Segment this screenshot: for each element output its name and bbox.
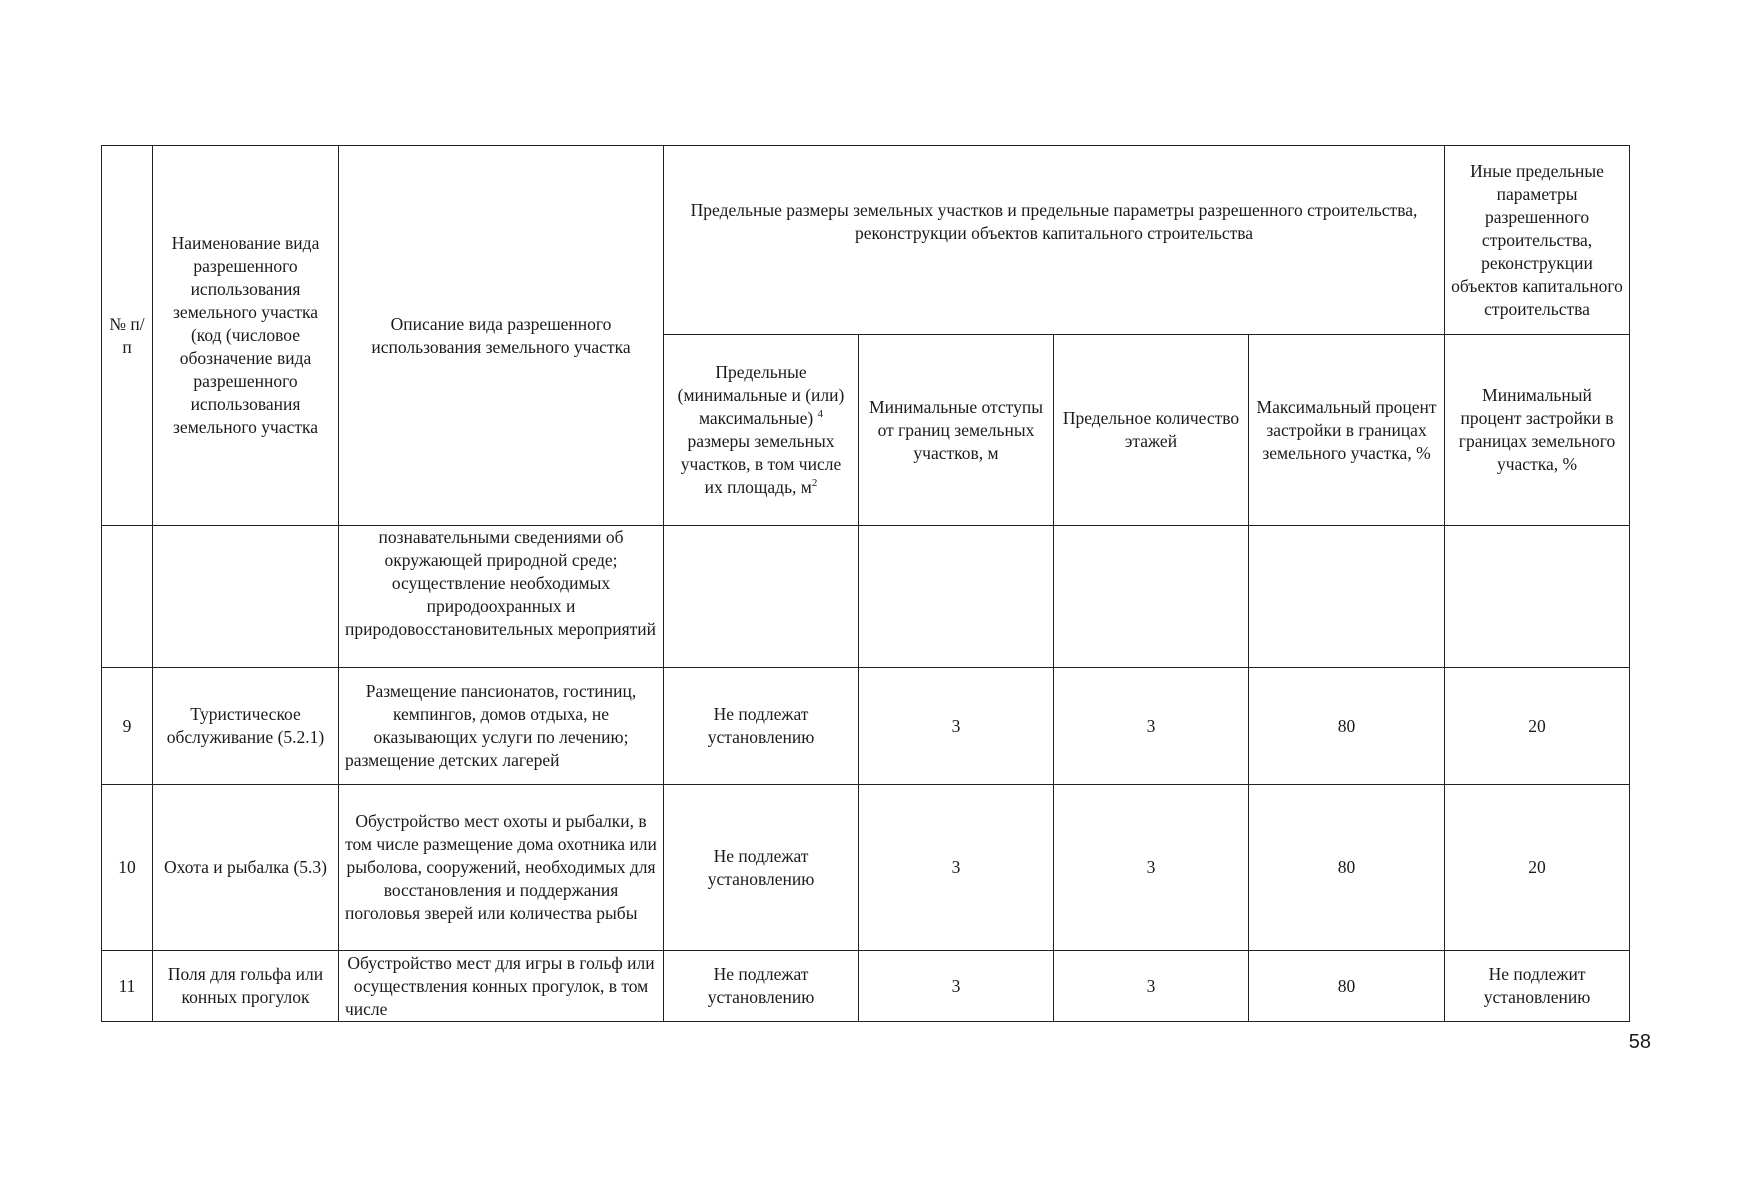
page-number: 58 bbox=[1628, 1031, 1651, 1053]
row-number: 11 bbox=[102, 951, 153, 1022]
row-use-name: Охота и рыбалка (5.3) bbox=[153, 785, 339, 951]
header-min-setback: Минимальные отступы от границ земельных участков, м bbox=[859, 335, 1054, 526]
row-max-floors: 3 bbox=[1054, 951, 1249, 1022]
header-use-name: Наименование вида разрешенного использования земельного участка (код (числовое обозначение вида разрешенного использования земельного участка bbox=[153, 146, 339, 526]
row-max-floors bbox=[1054, 526, 1249, 668]
row-use-name bbox=[153, 526, 339, 668]
row-max-coverage: 80 bbox=[1249, 951, 1445, 1022]
table-row bbox=[102, 785, 1630, 951]
header-plot-size bbox=[664, 335, 859, 526]
row-use-description: Размещение пансионатов, гостиниц, кемпингов, домов отдыха, не оказывающих услуги по лечению; размещение детских лагерей bbox=[339, 668, 664, 785]
row-number: 9 bbox=[102, 668, 153, 785]
header-limits-group: Предельные размеры земельных участков и предельные параметры разрешенного строительства, реконструкции объектов капитального строительства bbox=[664, 146, 1445, 335]
header-number: № п/п bbox=[102, 146, 153, 526]
header-max-floors: Предельное количество этажей bbox=[1054, 335, 1249, 526]
row-min-coverage: 20 bbox=[1445, 668, 1630, 785]
row-max-floors: 3 bbox=[1054, 668, 1249, 785]
header-max-coverage: Максимальный процент застройки в границах земельного участка, % bbox=[1249, 335, 1445, 526]
header-min-coverage: Минимальный процент застройки в границах земельного участка, % bbox=[1445, 335, 1630, 526]
table-row bbox=[102, 526, 1630, 668]
square-unit-marker: 2 bbox=[811, 477, 818, 490]
table-row bbox=[102, 951, 1630, 1022]
row-use-description: Обустройство мест для игры в гольф или осуществления конных прогулок, в том числе bbox=[339, 951, 664, 1022]
row-min-setback bbox=[859, 526, 1054, 668]
row-max-coverage bbox=[1249, 526, 1445, 668]
row-max-floors: 3 bbox=[1054, 785, 1249, 951]
header-plot-size-rest: размеры земельных участков, в том числе их площадь, м bbox=[680, 431, 842, 497]
row-plot-size: Не подлежат установлению bbox=[664, 785, 859, 951]
row-min-coverage: 20 bbox=[1445, 785, 1630, 951]
row-use-name: Поля для гольфа или конных прогулок bbox=[153, 951, 339, 1022]
row-number: 10 bbox=[102, 785, 153, 951]
row-max-coverage: 80 bbox=[1249, 785, 1445, 951]
row-plot-size bbox=[664, 526, 859, 668]
row-min-setback: 3 bbox=[859, 668, 1054, 785]
header-use-description: Описание вида разрешенного использования земельного участка bbox=[339, 146, 664, 526]
row-min-coverage: Не подлежит установлению bbox=[1445, 951, 1630, 1022]
row-plot-size: Не подлежат установлению bbox=[664, 951, 859, 1022]
land-use-regulations-table bbox=[101, 145, 1630, 1022]
row-use-description: Обустройство мест охоты и рыбалки, в том числе размещение дома охотника или рыболова, сооружений, необходимых для восстановления и поддержания поголовья зверей или количества рыбы bbox=[339, 785, 664, 951]
row-use-name: Туристическое обслуживание (5.2.1) bbox=[153, 668, 339, 785]
row-min-setback: 3 bbox=[859, 951, 1054, 1022]
row-plot-size: Не подлежат установлению bbox=[664, 668, 859, 785]
header-other-parameters: Иные предельные параметры разрешенного строительства, реконструкции объектов капитального строительства bbox=[1445, 146, 1630, 335]
row-number bbox=[102, 526, 153, 668]
footnote-marker: 4 bbox=[817, 408, 824, 421]
row-max-coverage: 80 bbox=[1249, 668, 1445, 785]
row-min-coverage bbox=[1445, 526, 1630, 668]
row-min-setback: 3 bbox=[859, 785, 1054, 951]
row-use-description: познавательными сведениями об окружающей природной среде; осуществление необходимых природоохранных и природовосстановительных мероприятий bbox=[339, 526, 664, 668]
header-plot-size-text: Предельные (минимальные и (или) максимальные) bbox=[677, 362, 845, 428]
table-row bbox=[102, 668, 1630, 785]
